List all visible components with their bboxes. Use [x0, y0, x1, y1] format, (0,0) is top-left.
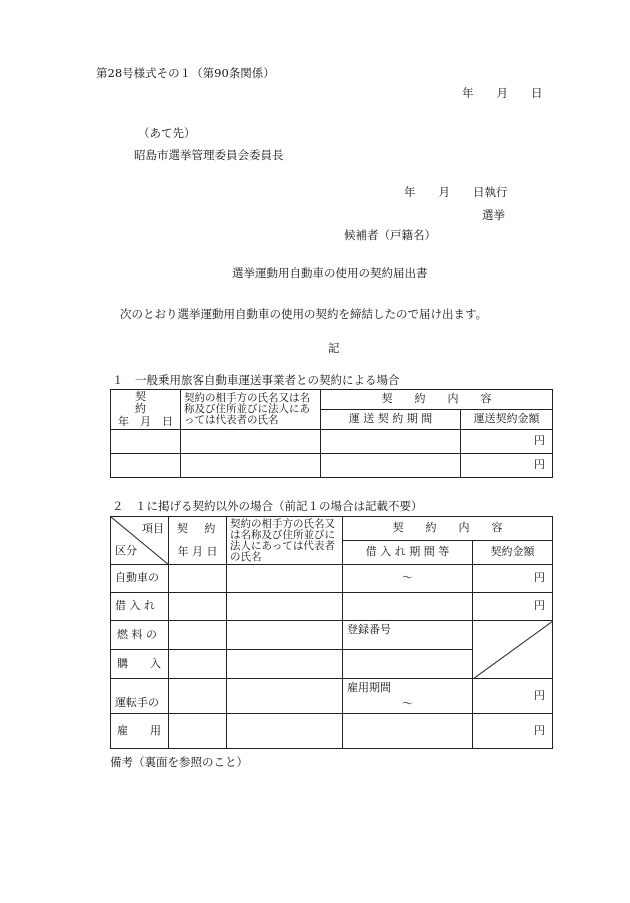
driver-r2-period[interactable]	[343, 714, 473, 749]
fuel-amount-crossed	[473, 621, 553, 679]
election-date: 年 月 日執行	[404, 185, 508, 199]
fuel-r2-date[interactable]	[169, 650, 227, 679]
s2-contents-header: 契 約 内 容	[343, 517, 553, 541]
car-label-2: 借 入 れ	[111, 593, 169, 621]
addressee-label: （あて先）	[138, 126, 196, 140]
s1-r2-period[interactable]	[321, 454, 461, 478]
candidate-label: 候補者（戸籍名）	[344, 228, 436, 242]
fuel-r1-date[interactable]	[169, 621, 227, 650]
driver-period[interactable]: 雇用期間 ～	[343, 679, 473, 714]
section2-table	[110, 516, 553, 749]
s1-r1-date[interactable]	[111, 430, 181, 454]
car-r1-party[interactable]	[227, 565, 343, 593]
car-r1-period[interactable]: ～	[343, 565, 473, 593]
driver-r1-party[interactable]	[227, 679, 343, 714]
fuel-registration[interactable]: 登録番号	[343, 621, 473, 650]
table-row	[111, 714, 553, 749]
s2-party-header: 契約の相手方の氏名又は名称及び住所並びに法人にあっては代表者の氏名	[227, 517, 343, 565]
s1-r2-date[interactable]	[111, 454, 181, 478]
s1-period-header: 運 送 契 約 期 間	[321, 410, 461, 430]
corner-category-label: 区分	[115, 544, 137, 558]
s1-r2-party[interactable]	[181, 454, 321, 478]
ki-label: 記	[328, 341, 340, 355]
driver-r2-date[interactable]	[169, 714, 227, 749]
fuel-r2-party[interactable]	[227, 650, 343, 679]
s1-r1-party[interactable]	[181, 430, 321, 454]
corner-item-label: 項目	[142, 522, 164, 535]
document-title: 選挙運動用自動車の使用の契約届出書	[232, 266, 428, 280]
s1-party-header: 契約の相手方の氏名又は名称及び住所並びに法人にあっては代表者の氏名	[181, 390, 321, 430]
table-row	[111, 593, 553, 621]
fuel-r1-party[interactable]	[227, 621, 343, 650]
remarks: 備考（裏面を参照のこと）	[110, 755, 248, 769]
car-r1-date[interactable]	[169, 565, 227, 593]
section1-table	[110, 389, 553, 478]
s2-contract-date-header: 契 約 年 月 日	[169, 517, 227, 565]
form-number: 第28号様式その１（第90条関係）	[96, 66, 275, 80]
section1-heading: １ 一般乗用旅客自動車運送事業者との契約による場合	[112, 373, 400, 387]
fuel-diagonal	[473, 621, 553, 679]
car-label-1: 自動車の	[111, 565, 169, 593]
table-row	[111, 565, 553, 593]
submission-date: 年 月 日	[462, 86, 543, 100]
s1-r2-amount[interactable]: 円	[461, 454, 553, 478]
table-row	[111, 621, 553, 650]
table-row	[111, 430, 553, 454]
s1-r1-period[interactable]	[321, 430, 461, 454]
section2-heading: ２ １に掲げる契約以外の場合（前記１の場合は記載不要）	[112, 499, 423, 513]
s1-contract-date-header: 契 約 年 月 日	[111, 390, 181, 430]
driver-r1-date[interactable]	[169, 679, 227, 714]
fuel-label-2: 購 入	[111, 650, 169, 679]
table-row	[111, 454, 553, 478]
driver-label-2: 雇 用	[111, 714, 169, 749]
car-r2-date[interactable]	[169, 593, 227, 621]
s2-period-header: 借 入 れ 期 間 等	[343, 541, 473, 565]
car-r1-amount[interactable]: 円	[473, 565, 553, 593]
addressee-name: 昭島市選挙管理委員会委員長	[134, 148, 284, 162]
driver-r1-amount[interactable]: 円	[473, 679, 553, 714]
s1-amount-header: 運送契約金額	[461, 410, 553, 430]
s2-corner-header	[111, 517, 169, 565]
driver-r2-amount[interactable]: 円	[473, 714, 553, 749]
driver-r2-party[interactable]	[227, 714, 343, 749]
s1-r1-amount[interactable]: 円	[461, 430, 553, 454]
car-r2-party[interactable]	[227, 593, 343, 621]
intro-text: 次のとおり選挙運動用自動車の使用の契約を締結したので届け出ます。	[120, 307, 488, 321]
car-r2-period[interactable]	[343, 593, 473, 621]
election-label: 選挙	[482, 208, 505, 222]
table-row	[111, 679, 553, 714]
fuel-r2-contents[interactable]	[343, 650, 473, 679]
fuel-label-1: 燃 料 の	[111, 621, 169, 650]
car-r2-amount[interactable]: 円	[473, 593, 553, 621]
s2-amount-header: 契約金額	[473, 541, 553, 565]
driver-label-1: 運転手の	[111, 679, 169, 714]
s1-contents-header: 契 約 内 容	[321, 390, 553, 410]
